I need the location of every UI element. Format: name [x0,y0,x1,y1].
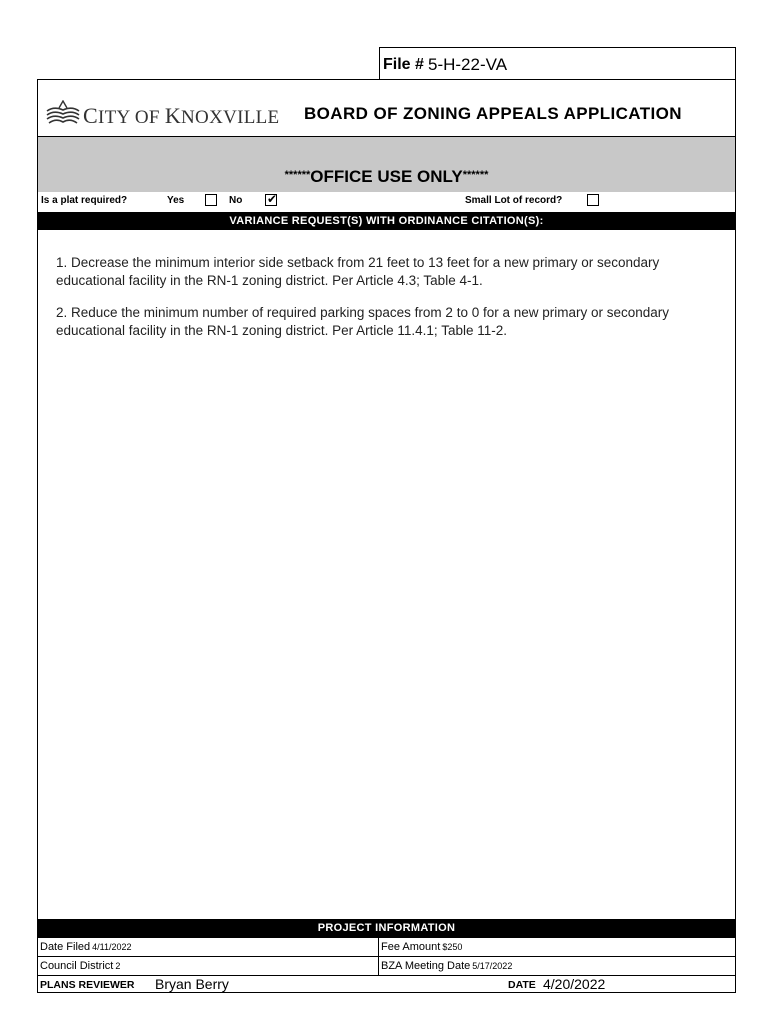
plans-reviewer-value[interactable]: Bryan Berry [155,976,229,992]
plat-yes-checkbox[interactable] [205,194,217,206]
plat-no-label: No [229,195,243,206]
plat-no-checkbox[interactable] [265,194,277,206]
file-number-value[interactable]: 5-H-22-VA [428,55,508,74]
small-lot-checkbox[interactable] [587,194,599,206]
file-number-box [379,47,736,80]
date-value[interactable]: 4/20/2022 [543,976,606,992]
office-use-band [38,136,735,192]
project-row-2 [38,956,735,975]
variance-item: 1. Decrease the minimum interior side setback from 21 feet to 13 feet for a new primary or secondary educational facility in the RN-1 zoning district. Per Article 4.3; Table 4-1. [56,255,660,288]
plans-reviewer-label: PLANS REVIEWER [40,979,135,991]
city-logo-text: CITY OF KNOXVILLE [83,103,280,128]
project-row-1 [38,937,735,956]
project-row-3 [38,975,735,993]
form-title: BOARD OF ZONING APPEALS APPLICATION [304,104,682,123]
plat-yes-label: Yes [167,195,185,206]
date-label: DATE [508,979,536,991]
variance-item: 2. Reduce the minimum number of required parking spaces from 2 to 0 for a new primary or secondary educational facility in the RN-1 zoning district. Per Article 11.4.1; Table 11-2. [56,305,670,338]
fee-amount-field[interactable]: Fee Amount $250 [381,941,463,953]
variance-header: VARIANCE REQUEST(S) WITH ORDINANCE CITATION(S): [38,212,735,230]
small-lot-label: Small Lot of record? [465,195,563,206]
council-district-field[interactable]: Council District 2 [40,960,121,972]
variance-text-area[interactable] [56,254,716,354]
file-number-label: File # [383,56,424,73]
office-use-heading: ******OFFICE USE ONLY****** [284,167,489,186]
city-logo [45,98,285,134]
plat-required-label: Is a plat required? [41,195,128,206]
checkmark-icon: ✔ [267,192,278,206]
knoxville-waves-icon [45,100,81,126]
date-filed-field[interactable]: Date Filed 4/11/2022 [40,941,132,953]
project-info-header: PROJECT INFORMATION [38,919,735,937]
bza-meeting-date-field[interactable]: BZA Meeting Date 5/17/2022 [381,960,513,972]
